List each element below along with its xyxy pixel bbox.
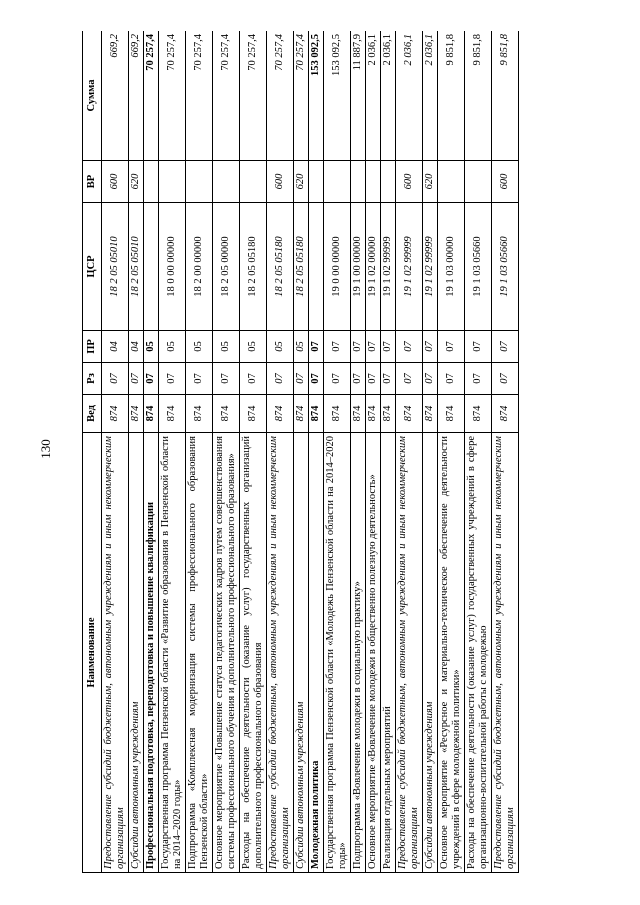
cell-csr: 19 1 02 99999 [423,203,438,331]
cell-pr: 07 [324,331,351,363]
cell-pr: 05 [294,331,309,363]
cell-rz: 07 [492,363,519,395]
table-row [213,31,240,873]
cell-rz: 07 [144,363,159,395]
cell-ved: 874 [144,395,159,433]
cell-rz: 07 [267,363,294,395]
table-row [396,31,423,873]
cell-vr [144,161,159,203]
cell-csr: 19 1 02 00000 [366,203,381,331]
cell-vr: 620 [129,161,144,203]
page-number: 130 [38,439,53,459]
table-row [309,31,324,873]
cell-rz: 07 [396,363,423,395]
cell-vr: 620 [423,161,438,203]
table-row [186,31,213,873]
cell-csr: 18 2 00 00000 [186,203,213,331]
cell-rz: 07 [381,363,396,395]
cell-sum: 70 257,4 [186,31,213,161]
cell-name: Предоставление субсидий бюджетным, автономным учреждениям и иным некоммерческим организациям [102,433,129,873]
cell-pr: 07 [309,331,324,363]
cell-csr: 18 0 00 00000 [159,203,186,331]
cell-name: Основное мероприятие «Ресурсное и материально-техническое обеспечение деятельности учреждений в сфере молодежной политики» [438,433,465,873]
header-pr: ПР [83,331,102,363]
cell-vr: 600 [492,161,519,203]
cell-csr: 19 1 03 05660 [465,203,492,331]
cell-rz: 07 [351,363,366,395]
cell-vr [324,161,351,203]
cell-rz: 07 [102,363,129,395]
cell-csr: 19 1 02 99999 [381,203,396,331]
cell-sum: 2 036,1 [366,31,381,161]
cell-name: Расходы на обеспечение деятельности (оказание услуг) государственных организаций дополнительного профессионального образования [240,433,267,873]
table-row [144,31,159,873]
cell-rz: 07 [213,363,240,395]
cell-csr: 19 1 03 05660 [492,203,519,331]
cell-sum: 2 036,1 [396,31,423,161]
cell-ved: 874 [294,395,309,433]
table-row [159,31,186,873]
table-row [381,31,396,873]
cell-sum: 153 092,5 [324,31,351,161]
cell-pr: 04 [129,331,144,363]
header-ved: Вед [83,395,102,433]
cell-csr [144,203,159,331]
cell-pr: 07 [396,331,423,363]
cell-ved: 874 [366,395,381,433]
cell-csr: 19 1 03 00000 [438,203,465,331]
cell-pr: 04 [102,331,129,363]
cell-ved: 874 [381,395,396,433]
cell-sum: 11 887,9 [351,31,366,161]
table-row [102,31,129,873]
cell-rz: 07 [159,363,186,395]
cell-vr [438,161,465,203]
header-sum: Сумма [83,31,102,161]
table-row [366,31,381,873]
cell-name: Профессиональная подготовка, переподготовка и повышение квалификации [144,433,159,873]
cell-vr [186,161,213,203]
cell-csr: 18 2 05 05180 [294,203,309,331]
cell-csr: 18 2 05 05010 [102,203,129,331]
cell-pr: 07 [438,331,465,363]
header-rz: Рз [83,363,102,395]
cell-rz: 07 [129,363,144,395]
cell-ved: 874 [102,395,129,433]
cell-name: Государственная программа Пензенской области «Развитие образования в Пензенской области на 2014–2020 годы» [159,433,186,873]
cell-pr: 05 [213,331,240,363]
cell-rz: 07 [186,363,213,395]
cell-sum: 153 092,5 [309,31,324,161]
cell-ved: 874 [465,395,492,433]
table-row [294,31,309,873]
cell-ved: 874 [213,395,240,433]
budget-table-frame [82,31,625,873]
cell-name: Предоставление субсидий бюджетным, автономным учреждениям и иным некоммерческим организациям [267,433,294,873]
cell-vr: 600 [102,161,129,203]
cell-sum: 70 257,4 [294,31,309,161]
cell-pr: 07 [366,331,381,363]
cell-ved: 874 [240,395,267,433]
table-row [492,31,519,873]
cell-name: Субсидии автономным учреждениям [129,433,144,873]
cell-vr [381,161,396,203]
cell-ved: 874 [129,395,144,433]
cell-ved: 874 [351,395,366,433]
cell-pr: 07 [351,331,366,363]
cell-name: Государственная программа Пензенской области «Молодежь Пензенской области на 2014–2020 годы» [324,433,351,873]
cell-ved: 874 [324,395,351,433]
cell-ved: 874 [309,395,324,433]
cell-pr: 05 [144,331,159,363]
header-vr: ВР [83,161,102,203]
cell-sum: 70 257,4 [159,31,186,161]
cell-csr: 18 2 05 00000 [213,203,240,331]
cell-ved: 874 [159,395,186,433]
cell-vr [465,161,492,203]
cell-csr: 19 1 02 99999 [396,203,423,331]
cell-name: Расходы на обеспечение деятельности (оказание услуг) государственных учреждений в сфере организационно-воспитательной работы с молодежью [465,433,492,873]
cell-csr: 19 1 00 00000 [351,203,366,331]
cell-vr [159,161,186,203]
table-row [351,31,366,873]
cell-sum: 9 851,8 [492,31,519,161]
cell-name: Подпрограмма «Комплексная модернизация системы профессионального образования Пензенской области» [186,433,213,873]
cell-name: Подпрограмма «Вовлечение молодежи в социальную практику» [351,433,366,873]
cell-name: Предоставление субсидий бюджетным, автономным учреждениям и иным некоммерческим организациям [492,433,519,873]
cell-name: Основное мероприятие «Вовлечение молодежи в общественно полезную деятельность» [366,433,381,873]
cell-rz: 07 [366,363,381,395]
cell-sum: 2 036,1 [381,31,396,161]
cell-vr: 620 [294,161,309,203]
cell-rz: 07 [309,363,324,395]
cell-name: Предоставление субсидий бюджетным, автономным учреждениям и иным некоммерческим организациям [396,433,423,873]
cell-pr: 05 [159,331,186,363]
cell-vr [366,161,381,203]
table-row [240,31,267,873]
cell-pr: 07 [423,331,438,363]
cell-pr: 07 [381,331,396,363]
cell-sum: 70 257,4 [240,31,267,161]
cell-sum: 9 851,8 [465,31,492,161]
cell-name: Основное мероприятие «Повышение статуса педагогических кадров путем совершенствования системы профессионального обучения и дополнительного профессионального образования» [213,433,240,873]
cell-sum: 669,2 [129,31,144,161]
cell-rz: 07 [438,363,465,395]
cell-csr: 18 2 05 05180 [267,203,294,331]
cell-csr: 18 2 05 05180 [240,203,267,331]
table-row [465,31,492,873]
cell-sum: 70 257,4 [144,31,159,161]
cell-ved: 874 [396,395,423,433]
cell-sum: 70 257,4 [213,31,240,161]
cell-name: Реализация отдельных мероприятий [381,433,396,873]
cell-rz: 07 [240,363,267,395]
cell-name: Субсидии автономным учреждениям [294,433,309,873]
table-row [129,31,144,873]
cell-vr [213,161,240,203]
cell-sum: 2 036,1 [423,31,438,161]
header-row [83,31,102,873]
cell-vr [351,161,366,203]
cell-vr: 600 [267,161,294,203]
table-row [423,31,438,873]
cell-sum: 70 257,4 [267,31,294,161]
header-name: Наименование [83,433,102,873]
table-row [438,31,465,873]
header-csr: ЦСР [83,203,102,331]
cell-name: Молодежная политика [309,433,324,873]
cell-ved: 874 [438,395,465,433]
rotated-page [82,31,625,873]
cell-ved: 874 [267,395,294,433]
cell-rz: 07 [294,363,309,395]
cell-ved: 874 [492,395,519,433]
cell-name: Субсидии автономным учреждениям [423,433,438,873]
cell-ved: 874 [186,395,213,433]
cell-ved: 874 [423,395,438,433]
cell-sum: 669,2 [102,31,129,161]
table-row [267,31,294,873]
cell-rz: 07 [423,363,438,395]
budget-table [82,31,519,873]
cell-pr: 05 [240,331,267,363]
cell-vr: 600 [396,161,423,203]
cell-csr: 19 0 00 00000 [324,203,351,331]
cell-pr: 05 [267,331,294,363]
cell-sum: 9 851,8 [438,31,465,161]
cell-vr [309,161,324,203]
cell-vr [240,161,267,203]
cell-rz: 07 [465,363,492,395]
cell-pr: 05 [186,331,213,363]
cell-csr: 18 2 05 05010 [129,203,144,331]
table-row [324,31,351,873]
cell-pr: 07 [492,331,519,363]
cell-rz: 07 [324,363,351,395]
cell-csr [309,203,324,331]
cell-pr: 07 [465,331,492,363]
